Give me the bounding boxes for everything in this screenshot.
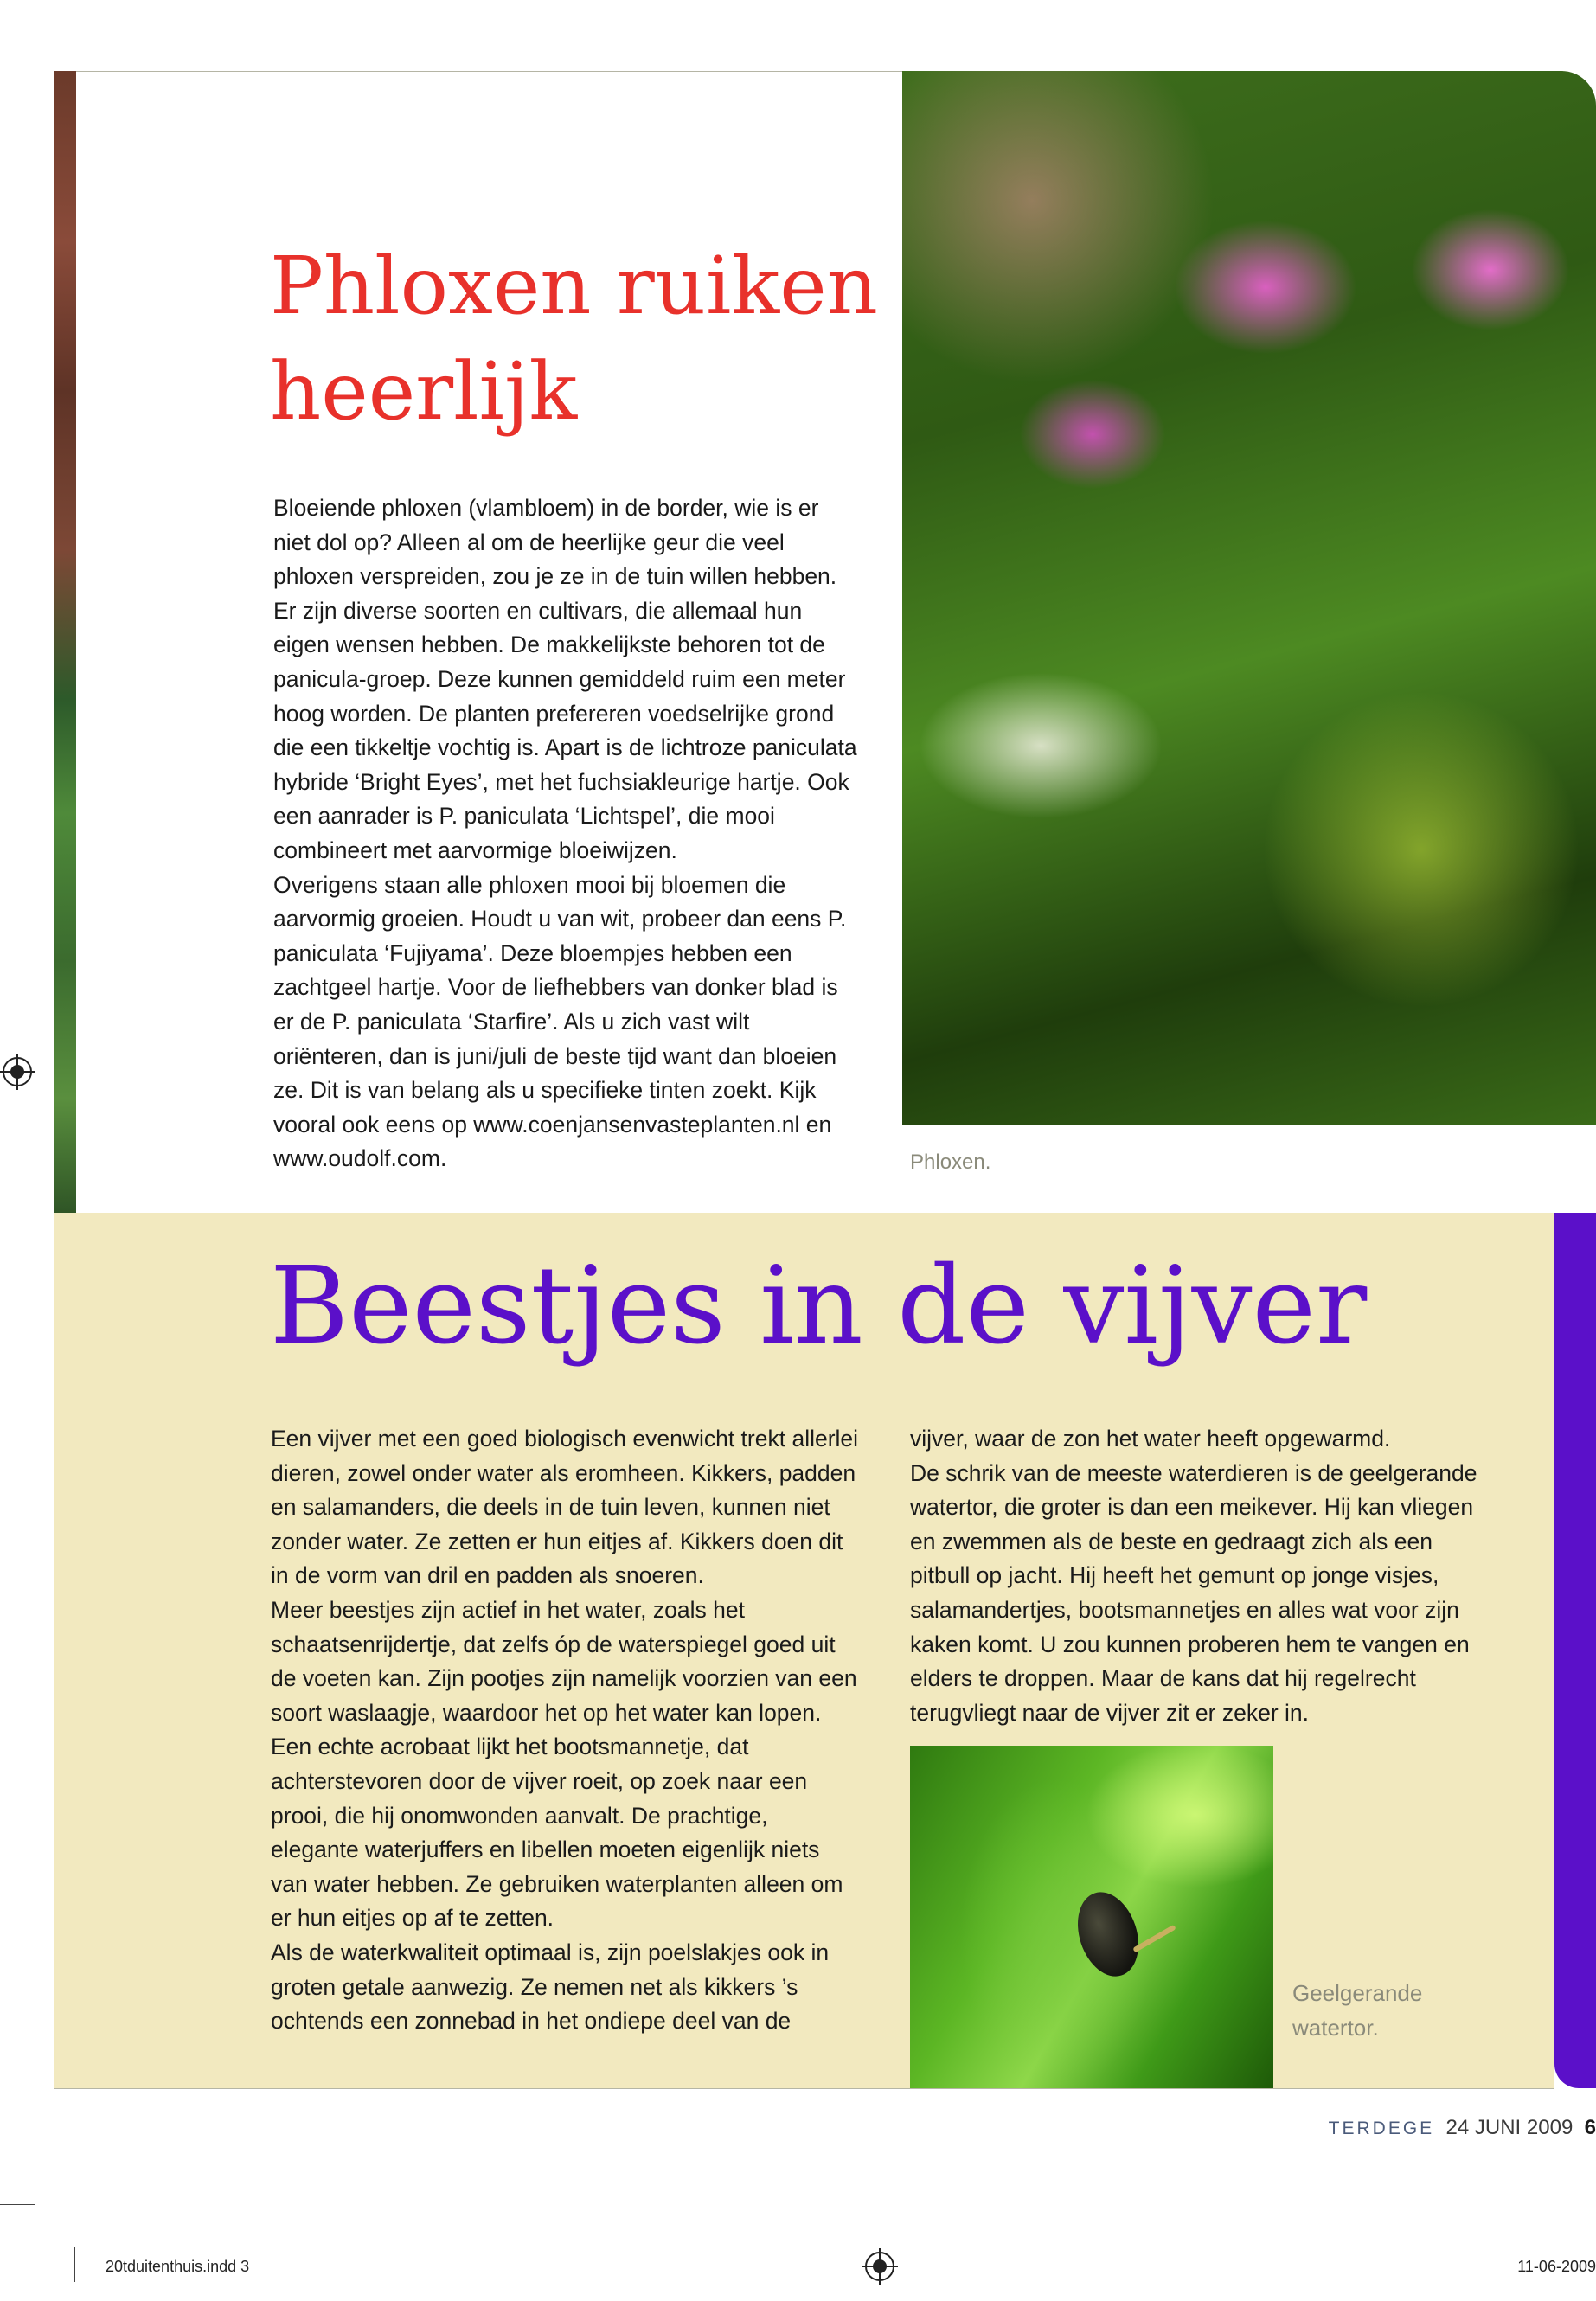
paragraph: Bloeiende phloxen (vlambloem) in de border, wie is er niet dol op? Alleen al om de heerlijke geur die veel phloxen verspreiden, zou je ze in de tuin willen hebben. Er zijn diverse soorten en cultivars, die allemaal hun eigen wensen hebben. De makkelijkste behoren tot de panicula-groep. Deze kunnen gemiddeld ruim een meter hoog worden. De planten prefereren voedselrijke grond die een tikkeltje vochtig is. Apart is de lichtroze paniculata hybride ‘Bright Eyes’, met het fuchsiakleurige hartje. Ook een aanrader is P. paniculata ‘Lichtspel’, die mooi combineert met aarvormige bloeiwijzen.	[273, 495, 857, 863]
crop-mark	[74, 2247, 75, 2282]
water-beetle-photo	[910, 1746, 1273, 2088]
registration-mark-icon	[865, 2252, 894, 2281]
article-title-beestjes: Beestjes in de vijver	[270, 1244, 1368, 1368]
paragraph: De schrik van de meeste waterdieren is de geelgerande watertor, die groter is dan een meikever. Hij kan vliegen en zwemmen als de beste en gedraagt zich als een pitbull op jacht. Hij heeft het gemunt op jonge visjes, salamandertjes, bootsmannetjes en alles wat voor zijn kaken komt. U zou kunnen proberen hem te vangen en elders te droppen. Maar de kans dat hij regelrecht terugvliegt naar de vijver zit er zeker in.	[910, 1459, 1477, 1726]
article-title-phloxen	[270, 234, 893, 445]
paragraph: Als de waterkwaliteit optimaal is, zijn poelslakjes ook in groten getale aanwezig. Ze nemen net als kikkers ’s ochtends een zonnebad in het ondiepe deel van de	[271, 1939, 830, 2035]
caption-line-1: Geelgerande	[1292, 1980, 1423, 2006]
issue-date: 24 JUNI 2009	[1445, 2116, 1574, 2139]
caption-line-2: watertor.	[1292, 2015, 1379, 2041]
paragraph: vijver, waar de zon het water heeft opgewarmd.	[910, 1426, 1391, 1452]
slug-filename: 20tduitenthuis.indd 3	[106, 2258, 250, 2275]
paragraph: Een vijver met een goed biologisch evenwicht trekt allerlei dieren, zowel onder water als eromheen. Kikkers, padden en salamanders, die deels in de tuin leven, kunnen niet zonder water. Ze zetten er hun eitjes af. Kikkers doen dit in de vorm van dril en padden als snoeren.	[271, 1426, 859, 1589]
photo-caption-watertor	[1292, 1976, 1422, 2045]
section-color-tab	[1554, 1213, 1596, 2088]
crop-mark	[0, 2204, 35, 2205]
beetle-icon	[1067, 1884, 1149, 1984]
photo-caption-phloxen: Phloxen.	[910, 1150, 991, 1174]
page-footer	[1329, 2116, 1596, 2140]
article-body-column-1	[271, 1422, 859, 2039]
previous-page-edge-image	[54, 71, 76, 1213]
page-number: 6	[1584, 2116, 1596, 2139]
phlox-photo	[902, 71, 1596, 1125]
paragraph: Meer beestjes zijn actief in het water, zoals het schaatsenrijdertje, dat zelfs óp de waterspiegel goed uit de voeten kan. Zijn pootjes zijn namelijk voorzien van een soort waslaagje, waardoor het op het water kan lopen.	[271, 1596, 857, 1726]
title-line-2: heerlijk	[270, 345, 578, 438]
article-body-phloxen	[273, 491, 862, 1176]
title-line-1: Phloxen ruiken	[270, 240, 878, 332]
paragraph: Een echte acrobaat lijkt het bootsmannetje, dat achterstevoren door de vijver roeit, op zoek naar een prooi, die hij onomwonden aanvalt. De prachtige, elegante waterjuffers en libellen moeten eigenlijk niets van water hebben. Ze gebruiken waterplanten alleen om er hun eitjes op af te zetten.	[271, 1734, 843, 1932]
beetle-leg-shape	[1132, 1925, 1176, 1953]
magazine-name: TERDEGE	[1328, 2118, 1435, 2138]
paragraph: Overigens staan alle phloxen mooi bij bloemen die aarvormig groeien. Houdt u van wit, probeer dan eens P. paniculata ‘Fujiyama’. Deze bloempjes hebben een zachtgeel hartje. Voor de liefhebbers van donker blad is er de P. paniculata ‘Starfire’. Als u zich vast wilt oriënteren, dan is juni/juli de beste tijd want dan bloeien ze. Dit is van belang als u specifieke tinten zoekt. Kijk vooral ook eens op www.coenjansenvasteplanten.nl en www.oudolf.com.	[273, 871, 847, 1172]
slug-date: 11-06-2009	[1517, 2258, 1596, 2275]
bottom-rule	[54, 2088, 1554, 2089]
article-body-column-2	[910, 1422, 1498, 1730]
registration-mark-icon	[3, 1057, 32, 1086]
